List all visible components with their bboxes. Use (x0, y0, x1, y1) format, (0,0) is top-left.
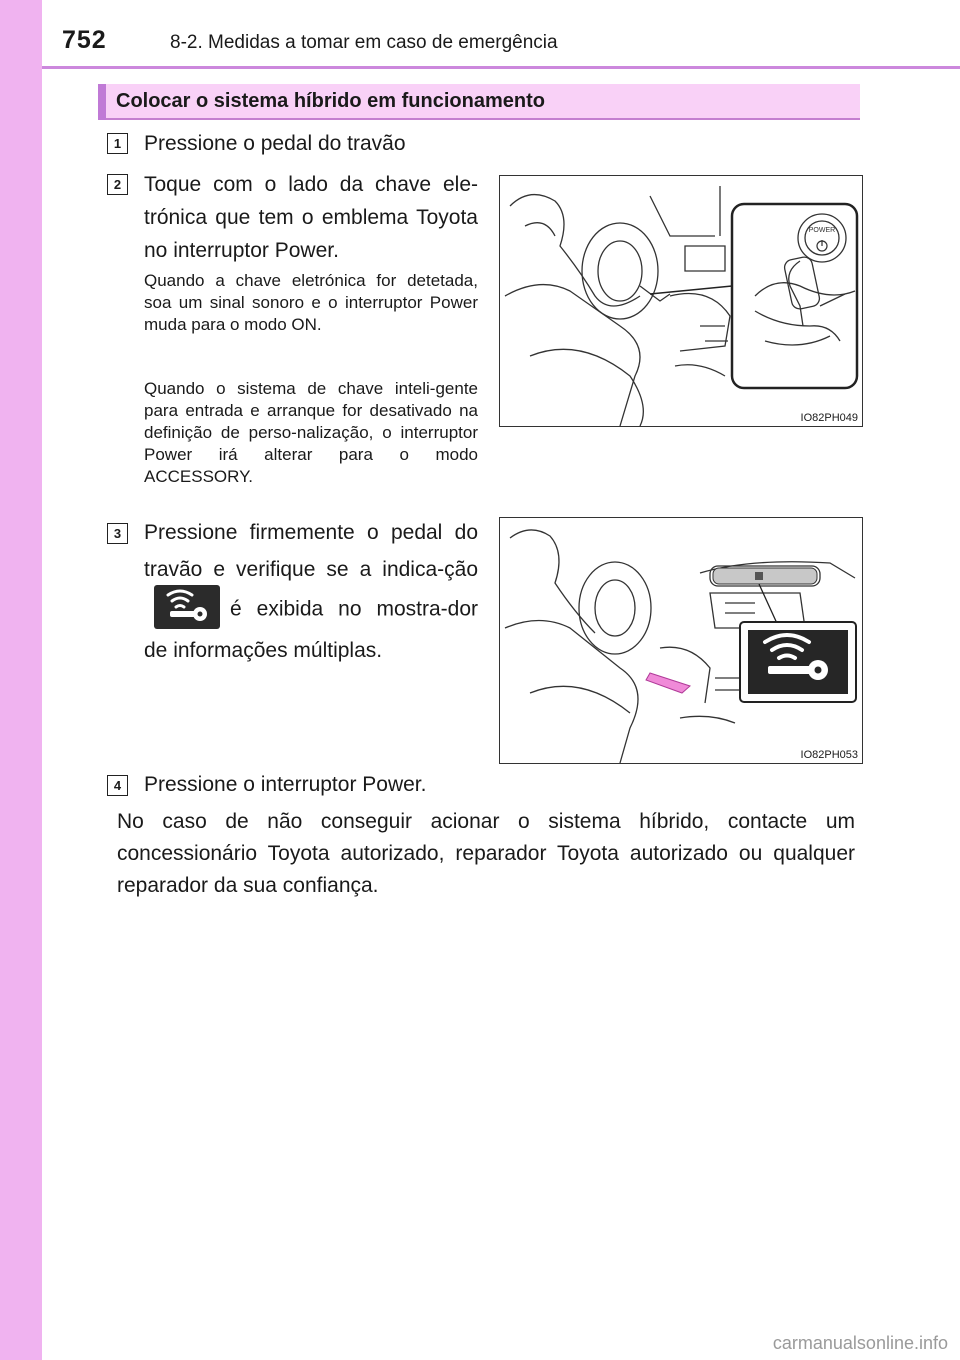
step-2-note-1: Quando a chave eletrónica for detetada, soa um sinal sonoro e o interruptor Power muda para o modo ON. (144, 271, 478, 334)
chapter-title: 8-2. Medidas a tomar em caso de emergência (170, 32, 558, 53)
driver-touch-key-illustration (500, 176, 862, 426)
body-paragraph: No caso de não conseguir acionar o sistema híbrido, contacte um concessionário Toyota autorizado, reparador Toyota autorizado ou qualquer reparador da sua confiança. (117, 810, 855, 897)
step-badge-4: 4 (107, 775, 128, 796)
step-badge-1: 1 (107, 133, 128, 154)
step-3-text-before: Pressione firmemente o pedal do travão e verifique se a indica-ção (144, 521, 478, 581)
step-2-note-2: Quando o sistema de chave inteli-gente para entrada e arranque for desativado na definição de perso-nalização, o interruptor Power irá alterar para o modo ACCESSORY. (144, 379, 478, 486)
section-title: Colocar o sistema híbrido em funcionamento (116, 90, 545, 112)
step-badge-2: 2 (107, 174, 128, 195)
figure-code-1: IO82PH049 (800, 412, 858, 424)
step-1-text: Pressione o pedal do travão (144, 132, 406, 155)
figure-touch-key-power-switch (499, 175, 863, 427)
figure-multi-info-display-indicator (499, 517, 863, 764)
step-3-text (144, 514, 478, 669)
key-wave-indicator-icon (154, 585, 220, 629)
power-switch-label: POWER (808, 227, 836, 234)
step-4-text: Pressione o interruptor Power. (144, 773, 427, 796)
chapter-sidebar-tab (0, 0, 42, 1360)
watermark: carmanualsonline.info (772, 1333, 948, 1353)
header-divider (42, 66, 960, 69)
step-3-text-after: é exibida no mostra-dor de informações múltiplas. (144, 597, 478, 662)
driver-dashboard-illustration (500, 518, 862, 763)
step-badge-3: 3 (107, 523, 128, 544)
section-header (98, 84, 860, 120)
step-2-text: Toque com o lado da chave ele-trónica que tem o emblema Toyota no interruptor Power. (144, 173, 478, 262)
figure-code-2: IO82PH053 (800, 749, 858, 761)
page-number: 752 (62, 26, 107, 54)
